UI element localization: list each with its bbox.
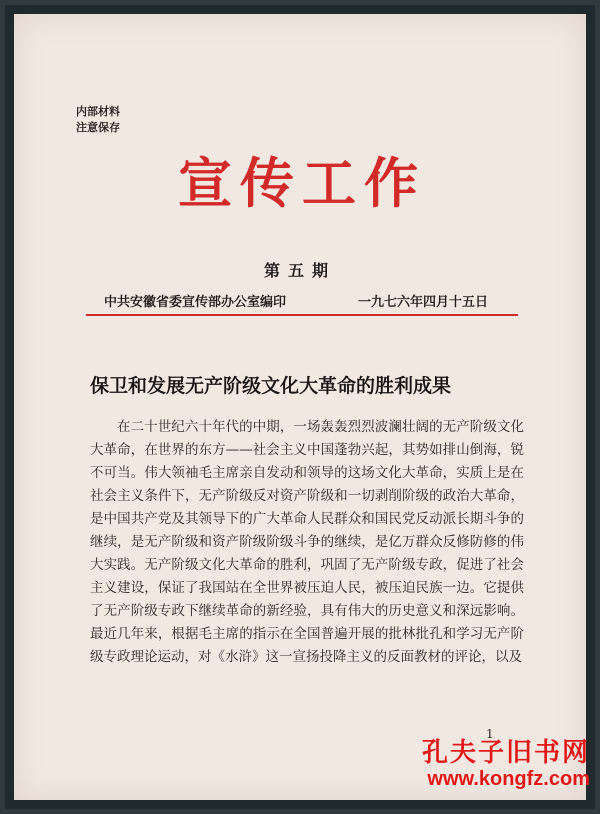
watermark xyxy=(422,738,590,790)
header-divider xyxy=(86,314,518,316)
internal-notice-line1: 内部材料 xyxy=(76,105,120,118)
internal-notice xyxy=(76,104,120,136)
publication-date: 一九七六年四月十五日 xyxy=(358,295,489,310)
document-title: 宣传工作 xyxy=(178,152,426,215)
page-number: 1 xyxy=(486,727,494,741)
article-body: 在二十世纪六十年代的中期，一场轰轰烈烈波澜壮阔的无产阶级文化大革命，在世界的东方——社会主义中国蓬勃兴起，其势如排山倒海，锐不可当。伟大领袖毛主席亲自发动和领导的这场文化大革命，实质上是在社会主义条件下，无产阶级反对资产阶级和一切剥削阶级的政治大革命，是中国共产党及其领导下的广大革命人民群众和国民党反动派长期斗争的继续，是无产阶级和资产阶级阶级斗争的继续，是亿万群众反修防修的伟大实践。无产阶级文化大革命的胜利，巩固了无产阶级专政，促进了社会主义建设，保证了我国站在全世界被压迫人民，被压迫民族一边。它提供了无产阶级专政下继续革命的新经验，具有伟大的历史意义和深远影响。最近几年来，根据毛主席的指示在全国普遍开展的批林批孔和学习无产阶级专政理论运动，对《水浒》这一宣扬投降主义的反面教材的评论，以及 xyxy=(90,419,524,665)
watermark-name: 孔夫子旧书网 xyxy=(421,738,590,768)
watermark-url: www.kongfz.com xyxy=(427,768,590,790)
article-title: 保卫和发展无产阶级文化大革命的胜利成果 xyxy=(90,375,452,397)
issue-number: 第五期 xyxy=(263,261,336,280)
internal-notice-line2: 注意保存 xyxy=(76,121,120,134)
publisher: 中共安徽省委宣传部办公室编印 xyxy=(104,295,287,310)
